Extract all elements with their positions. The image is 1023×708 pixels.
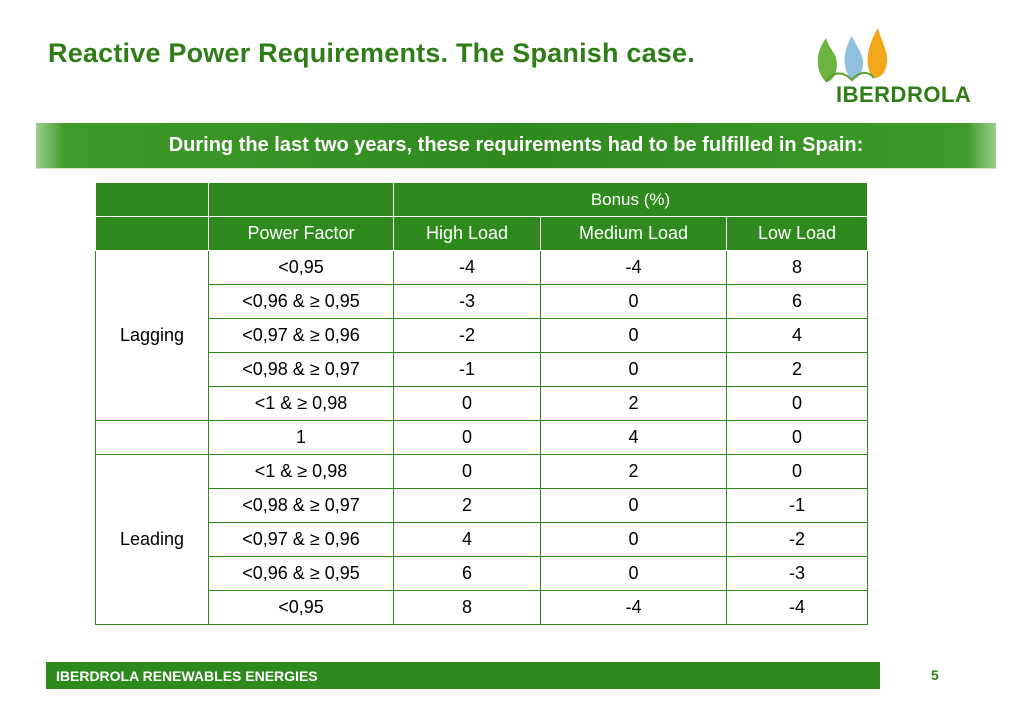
- high-load-cell: 8: [394, 591, 541, 625]
- header-empty-cell: [96, 183, 209, 217]
- low-load-cell: -1: [727, 489, 868, 523]
- table-row: [96, 523, 868, 557]
- medium-load-cell: 4: [541, 421, 727, 455]
- power-factor-cell: <1 & ≥ 0,98: [209, 387, 394, 421]
- group-empty-cell: [96, 421, 209, 455]
- low-load-cell: -3: [727, 557, 868, 591]
- orange-flame-icon: [868, 28, 887, 78]
- power-factor-cell: <0,98 & ≥ 0,97: [209, 489, 394, 523]
- low-load-cell: 2: [727, 353, 868, 387]
- high-load-cell: 0: [394, 455, 541, 489]
- medium-load-cell: 0: [541, 523, 727, 557]
- table-row: [96, 489, 868, 523]
- table-row: [96, 557, 868, 591]
- header-empty-cell: [209, 183, 394, 217]
- header-row-bonus: [96, 183, 868, 217]
- power-factor-cell: <0,95: [209, 251, 394, 285]
- power-factor-cell: <1 & ≥ 0,98: [209, 455, 394, 489]
- power-factor-cell: <0,96 & ≥ 0,95: [209, 285, 394, 319]
- power-factor-cell: 1: [209, 421, 394, 455]
- high-load-cell: 4: [394, 523, 541, 557]
- table-row: [96, 387, 868, 421]
- table-row: [96, 251, 868, 285]
- low-load-cell: 6: [727, 285, 868, 319]
- medium-load-cell: 0: [541, 285, 727, 319]
- low-load-cell: 0: [727, 421, 868, 455]
- footer-bar: [46, 662, 880, 689]
- page-number: 5: [931, 667, 939, 683]
- reactive-power-table: [95, 182, 868, 625]
- banner-text: During the last two years, these requirements had to be fulfilled in Spain:: [168, 134, 864, 156]
- medium-load-cell: 0: [541, 489, 727, 523]
- bonus-header: Bonus (%): [394, 183, 868, 217]
- column-header-high-load: High Load: [394, 217, 541, 251]
- power-factor-cell: <0,95: [209, 591, 394, 625]
- medium-load-cell: 2: [541, 455, 727, 489]
- high-load-cell: -1: [394, 353, 541, 387]
- low-load-cell: 8: [727, 251, 868, 285]
- low-load-cell: -2: [727, 523, 868, 557]
- group-label-leading: Leading: [96, 455, 209, 625]
- table-row: [96, 319, 868, 353]
- high-load-cell: 0: [394, 421, 541, 455]
- high-load-cell: 2: [394, 489, 541, 523]
- table-row: [96, 353, 868, 387]
- low-load-cell: 4: [727, 319, 868, 353]
- column-header-low-load: Low Load: [727, 217, 868, 251]
- medium-load-cell: 2: [541, 387, 727, 421]
- high-load-cell: -2: [394, 319, 541, 353]
- power-factor-cell: <0,96 & ≥ 0,95: [209, 557, 394, 591]
- high-load-cell: 6: [394, 557, 541, 591]
- group-label-lagging: Lagging: [96, 251, 209, 421]
- table-row: [96, 421, 868, 455]
- power-factor-cell: <0,97 & ≥ 0,96: [209, 319, 394, 353]
- medium-load-cell: -4: [541, 251, 727, 285]
- logo-text: IBERDROLA: [836, 82, 972, 107]
- low-load-cell: -4: [727, 591, 868, 625]
- table-row: [96, 591, 868, 625]
- medium-load-cell: 0: [541, 557, 727, 591]
- column-header-medium-load: Medium Load: [541, 217, 727, 251]
- header-row-columns: [96, 217, 868, 251]
- column-header-power-factor: Power Factor: [209, 217, 394, 251]
- footer-text: IBERDROLA RENEWABLES ENERGIES: [56, 668, 318, 684]
- medium-load-cell: 0: [541, 353, 727, 387]
- medium-load-cell: 0: [541, 319, 727, 353]
- header-empty-cell: [96, 217, 209, 251]
- high-load-cell: -3: [394, 285, 541, 319]
- subtitle-banner: [36, 123, 996, 168]
- power-factor-cell: <0,98 & ≥ 0,97: [209, 353, 394, 387]
- table-row: [96, 285, 868, 319]
- high-load-cell: -4: [394, 251, 541, 285]
- table-row: [96, 455, 868, 489]
- power-factor-cell: <0,97 & ≥ 0,96: [209, 523, 394, 557]
- low-load-cell: 0: [727, 455, 868, 489]
- logo-flames: [812, 24, 982, 84]
- high-load-cell: 0: [394, 387, 541, 421]
- iberdrola-logo: [812, 24, 982, 108]
- low-load-cell: 0: [727, 387, 868, 421]
- medium-load-cell: -4: [541, 591, 727, 625]
- page-title: Reactive Power Requirements. The Spanish case.: [48, 38, 695, 68]
